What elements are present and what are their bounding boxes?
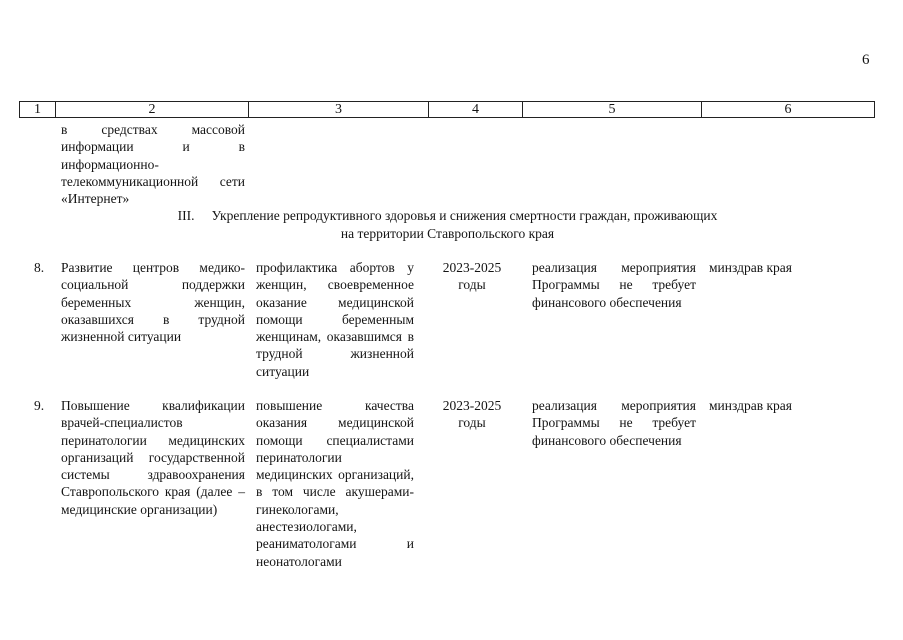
measure-years-range: 2023-2025 xyxy=(442,260,502,275)
column-number-header xyxy=(19,101,875,118)
page-number: 6 xyxy=(862,52,870,68)
column-number-cell: 3 xyxy=(249,102,429,118)
column-number-cell: 1 xyxy=(20,102,56,118)
measure-financing-note: реализация мероприятия Программы не требует финансового обеспечения xyxy=(532,260,696,310)
section-title-line1: Укрепление репродуктивного здоровья и снижения смертности граждан, проживающих xyxy=(211,208,718,223)
column-number-cell: 5 xyxy=(523,102,702,118)
measure-years-unit: годы xyxy=(458,277,486,293)
section-heading xyxy=(60,207,835,243)
measure-content: профилактика абортов у женщин, своевременное оказание медицинской помощи беременным женщинам, оказавшимся в трудной жизненной ситуации xyxy=(256,260,414,379)
measure-years-unit: годы xyxy=(458,415,486,431)
section-title-line2: на территории Ставропольского края xyxy=(340,226,555,241)
column-number-cell: 6 xyxy=(702,102,875,118)
measure-executor: минздрав края xyxy=(709,260,792,275)
measure-content: повышение качества оказания медицинской помощи специалистами перинатологии медицинских организаций, в том числе акушерами-гинекологами, анестезиологами, реаниматологами и неонатологами xyxy=(256,398,414,569)
column-number-cell: 4 xyxy=(429,102,523,118)
measure-years-range: 2023-2025 xyxy=(442,398,502,413)
continued-measure-text: в средствах массовой информации и в информационно-телекоммуникационной сети «Интернет» xyxy=(61,122,245,207)
measure-years xyxy=(432,259,512,294)
column-number-row xyxy=(20,102,875,118)
section-number: III. xyxy=(177,208,195,223)
measure-years xyxy=(432,397,512,432)
measure-financing-note: реализация мероприятия Программы не требует финансового обеспечения xyxy=(532,398,696,448)
measure-number: 8. xyxy=(34,260,45,275)
measure-name: Повышение квалификации врачей-специалистов перинатологии медицинских организаций государственной системы здравоохранения Ставропольского края (далее – медицинские организации) xyxy=(61,398,245,517)
measure-number: 9. xyxy=(34,398,45,413)
measure-executor: минздрав края xyxy=(709,398,792,413)
column-number-cell: 2 xyxy=(56,102,249,118)
measure-name: Развитие центров медико-социальной поддержки беременных женщин, оказавшихся в трудной жизненной ситуации xyxy=(61,260,245,345)
